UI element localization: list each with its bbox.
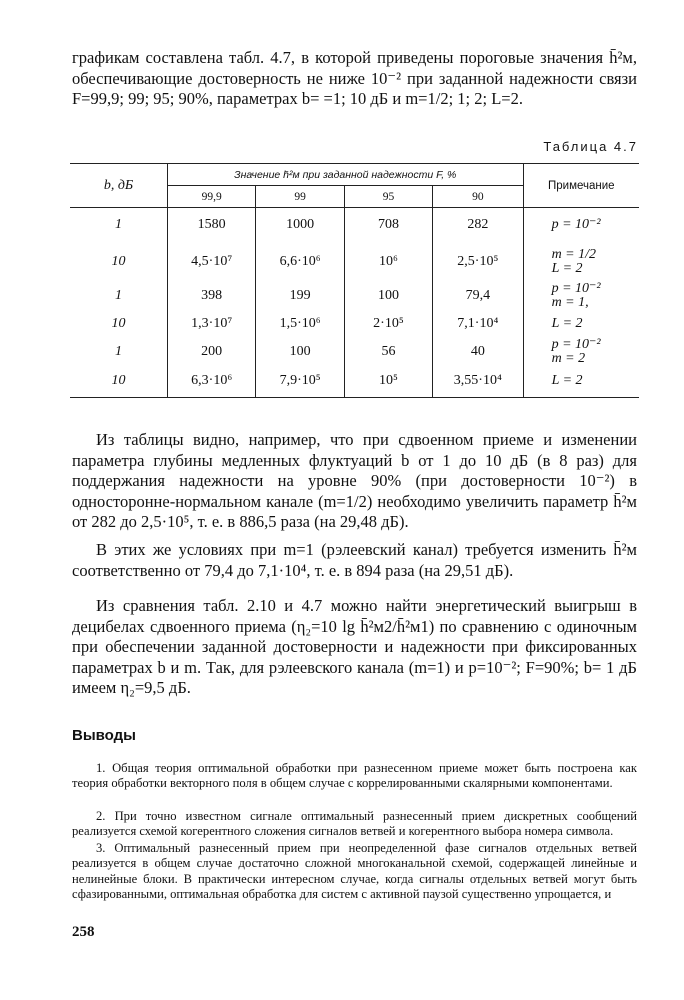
cell-value: 7,1·10⁴ xyxy=(433,310,523,338)
cell-value: 4,5·10⁷ xyxy=(167,242,255,282)
cell-value: 2·10⁵ xyxy=(344,310,432,338)
cell-note: L = 2 xyxy=(523,366,639,398)
cell-value: 282 xyxy=(433,208,523,242)
conclusions-heading: Выводы xyxy=(72,727,136,744)
conclusion-2: 2. При точно известном сигнале оптимальный разнесенный прием дискретных сообщений реализуется схемой когерентного сложения сигналов ветвей и когерентного выбора номера символа. xyxy=(72,809,637,839)
cell-note: p = 10⁻² m = 1, xyxy=(551,280,601,310)
cell-value: 79,4 xyxy=(433,282,523,310)
col-b-header: b, дБ xyxy=(70,164,167,208)
cell-b: 10 xyxy=(70,366,167,398)
cell-value: 56 xyxy=(344,338,432,366)
cell-value: 6,6·10⁶ xyxy=(256,242,344,282)
cell-value: 1,5·10⁶ xyxy=(256,310,344,338)
cell-b: 1 xyxy=(70,282,167,310)
f-header: 99 xyxy=(256,186,344,208)
cell-value: 1580 xyxy=(167,208,255,242)
cell-b: 1 xyxy=(70,338,167,366)
paragraph-1: Из таблицы видно, например, что при сдвоенном приеме и изменении параметра глубины медленных флуктуаций b от 1 до 10 дБ (в 8 раз) для поддержания надежности на уровне 90% (при достоверности 10⁻²) в одностороннe-нормальном канале (m=1/2) необходимо увеличить параметр h̄²м от 282 до 2,5·10⁵, т. е. в 886,5 раза (на 29,48 дБ). xyxy=(72,430,637,531)
cell-value: 10⁶ xyxy=(344,242,432,282)
cell-value: 3,55·10⁴ xyxy=(433,366,523,398)
results-table xyxy=(70,163,639,398)
paragraph-2: В этих же условиях при m=1 (рэлеевский канал) требуется изменить h̄²м соответственно от 79,4 до 7,1·10⁴, т. е. в 894 раза (на 29,51 дБ). xyxy=(72,540,637,580)
f-header: 99,9 xyxy=(167,186,255,208)
cell-value: 200 xyxy=(167,338,255,366)
table-row xyxy=(70,208,639,242)
cell-b: 10 xyxy=(70,242,167,282)
intro-paragraph: графикам составлена табл. 4.7, в которой приведены пороговые значения h̄²м, обеспечивающие достоверность не ниже 10⁻² при заданной надежности связи F=99,9; 99; 95; 90%, параметрах b= =1; 10 дБ и m=1/2; 1; 2; L=2. xyxy=(72,48,637,108)
cell-value: 100 xyxy=(256,338,344,366)
f-header: 90 xyxy=(433,186,523,208)
cell-value: 6,3·10⁶ xyxy=(167,366,255,398)
cell-value: 2,5·10⁵ xyxy=(433,242,523,282)
table-caption: Таблица 4.7 xyxy=(543,139,638,154)
cell-note: p = 10⁻² m = 2 xyxy=(551,336,601,366)
cell-value: 40 xyxy=(433,338,523,366)
cell-value: 7,9·10⁵ xyxy=(256,366,344,398)
cell-value: 1000 xyxy=(256,208,344,242)
cell-value: 199 xyxy=(256,282,344,310)
cell-note: L = 2 xyxy=(551,315,583,331)
cell-value: 708 xyxy=(344,208,432,242)
cell-note: m = 1/2 L = 2 xyxy=(551,246,597,276)
cell-value: 10⁵ xyxy=(344,366,432,398)
paragraph-3: Из сравнения табл. 2.10 и 4.7 можно найти энергетический выигрыш в децибелах сдвоенного приема (η₂=10 lg h̄²м2/h̄²м1) по сравнению с одиночным при обеспечении заданной достоверности и надежности при фиксированных параметрах b и m. Так, для рэлеевского канала (m=1) и p=10⁻²; F=90%; b= 1 дБ имеем η₂=9,5 дБ. xyxy=(72,596,637,697)
group-header: Значение h̄²м при заданной надежности F, % xyxy=(167,164,523,186)
page-number: 258 xyxy=(72,924,95,940)
cell-note: p = 10⁻² xyxy=(551,216,601,232)
table-row xyxy=(70,366,639,398)
conclusion-3: 3. Оптимальный разнесенный прием при неопределенной фазе сигналов отдельных ветвей реализуется в общем случае достаточно сложной многоканальной схемой, содержащей линейные и нелинейные блоки. В практически интересном случае, когда сигналы отдельных ветвей могут быть сфазированными, оптимальная обработка для систем с активной паузой существенно упрощается, и xyxy=(72,841,637,902)
conclusion-1: 1. Общая теория оптимальной обработки при разнесенном приеме может быть построена как теория обработки векторного поля в общем случае с коррелированными скалярными компонентами. xyxy=(72,761,637,791)
cell-b: 1 xyxy=(70,208,167,242)
note-header: Примечание xyxy=(523,164,639,208)
cell-value: 398 xyxy=(167,282,255,310)
cell-value: 100 xyxy=(344,282,432,310)
table-row xyxy=(70,242,639,282)
table-row xyxy=(70,282,639,310)
f-header: 95 xyxy=(344,186,432,208)
table-row xyxy=(70,310,639,338)
table-row xyxy=(70,338,639,366)
cell-value: 1,3·10⁷ xyxy=(167,310,255,338)
cell-b: 10 xyxy=(70,310,167,338)
